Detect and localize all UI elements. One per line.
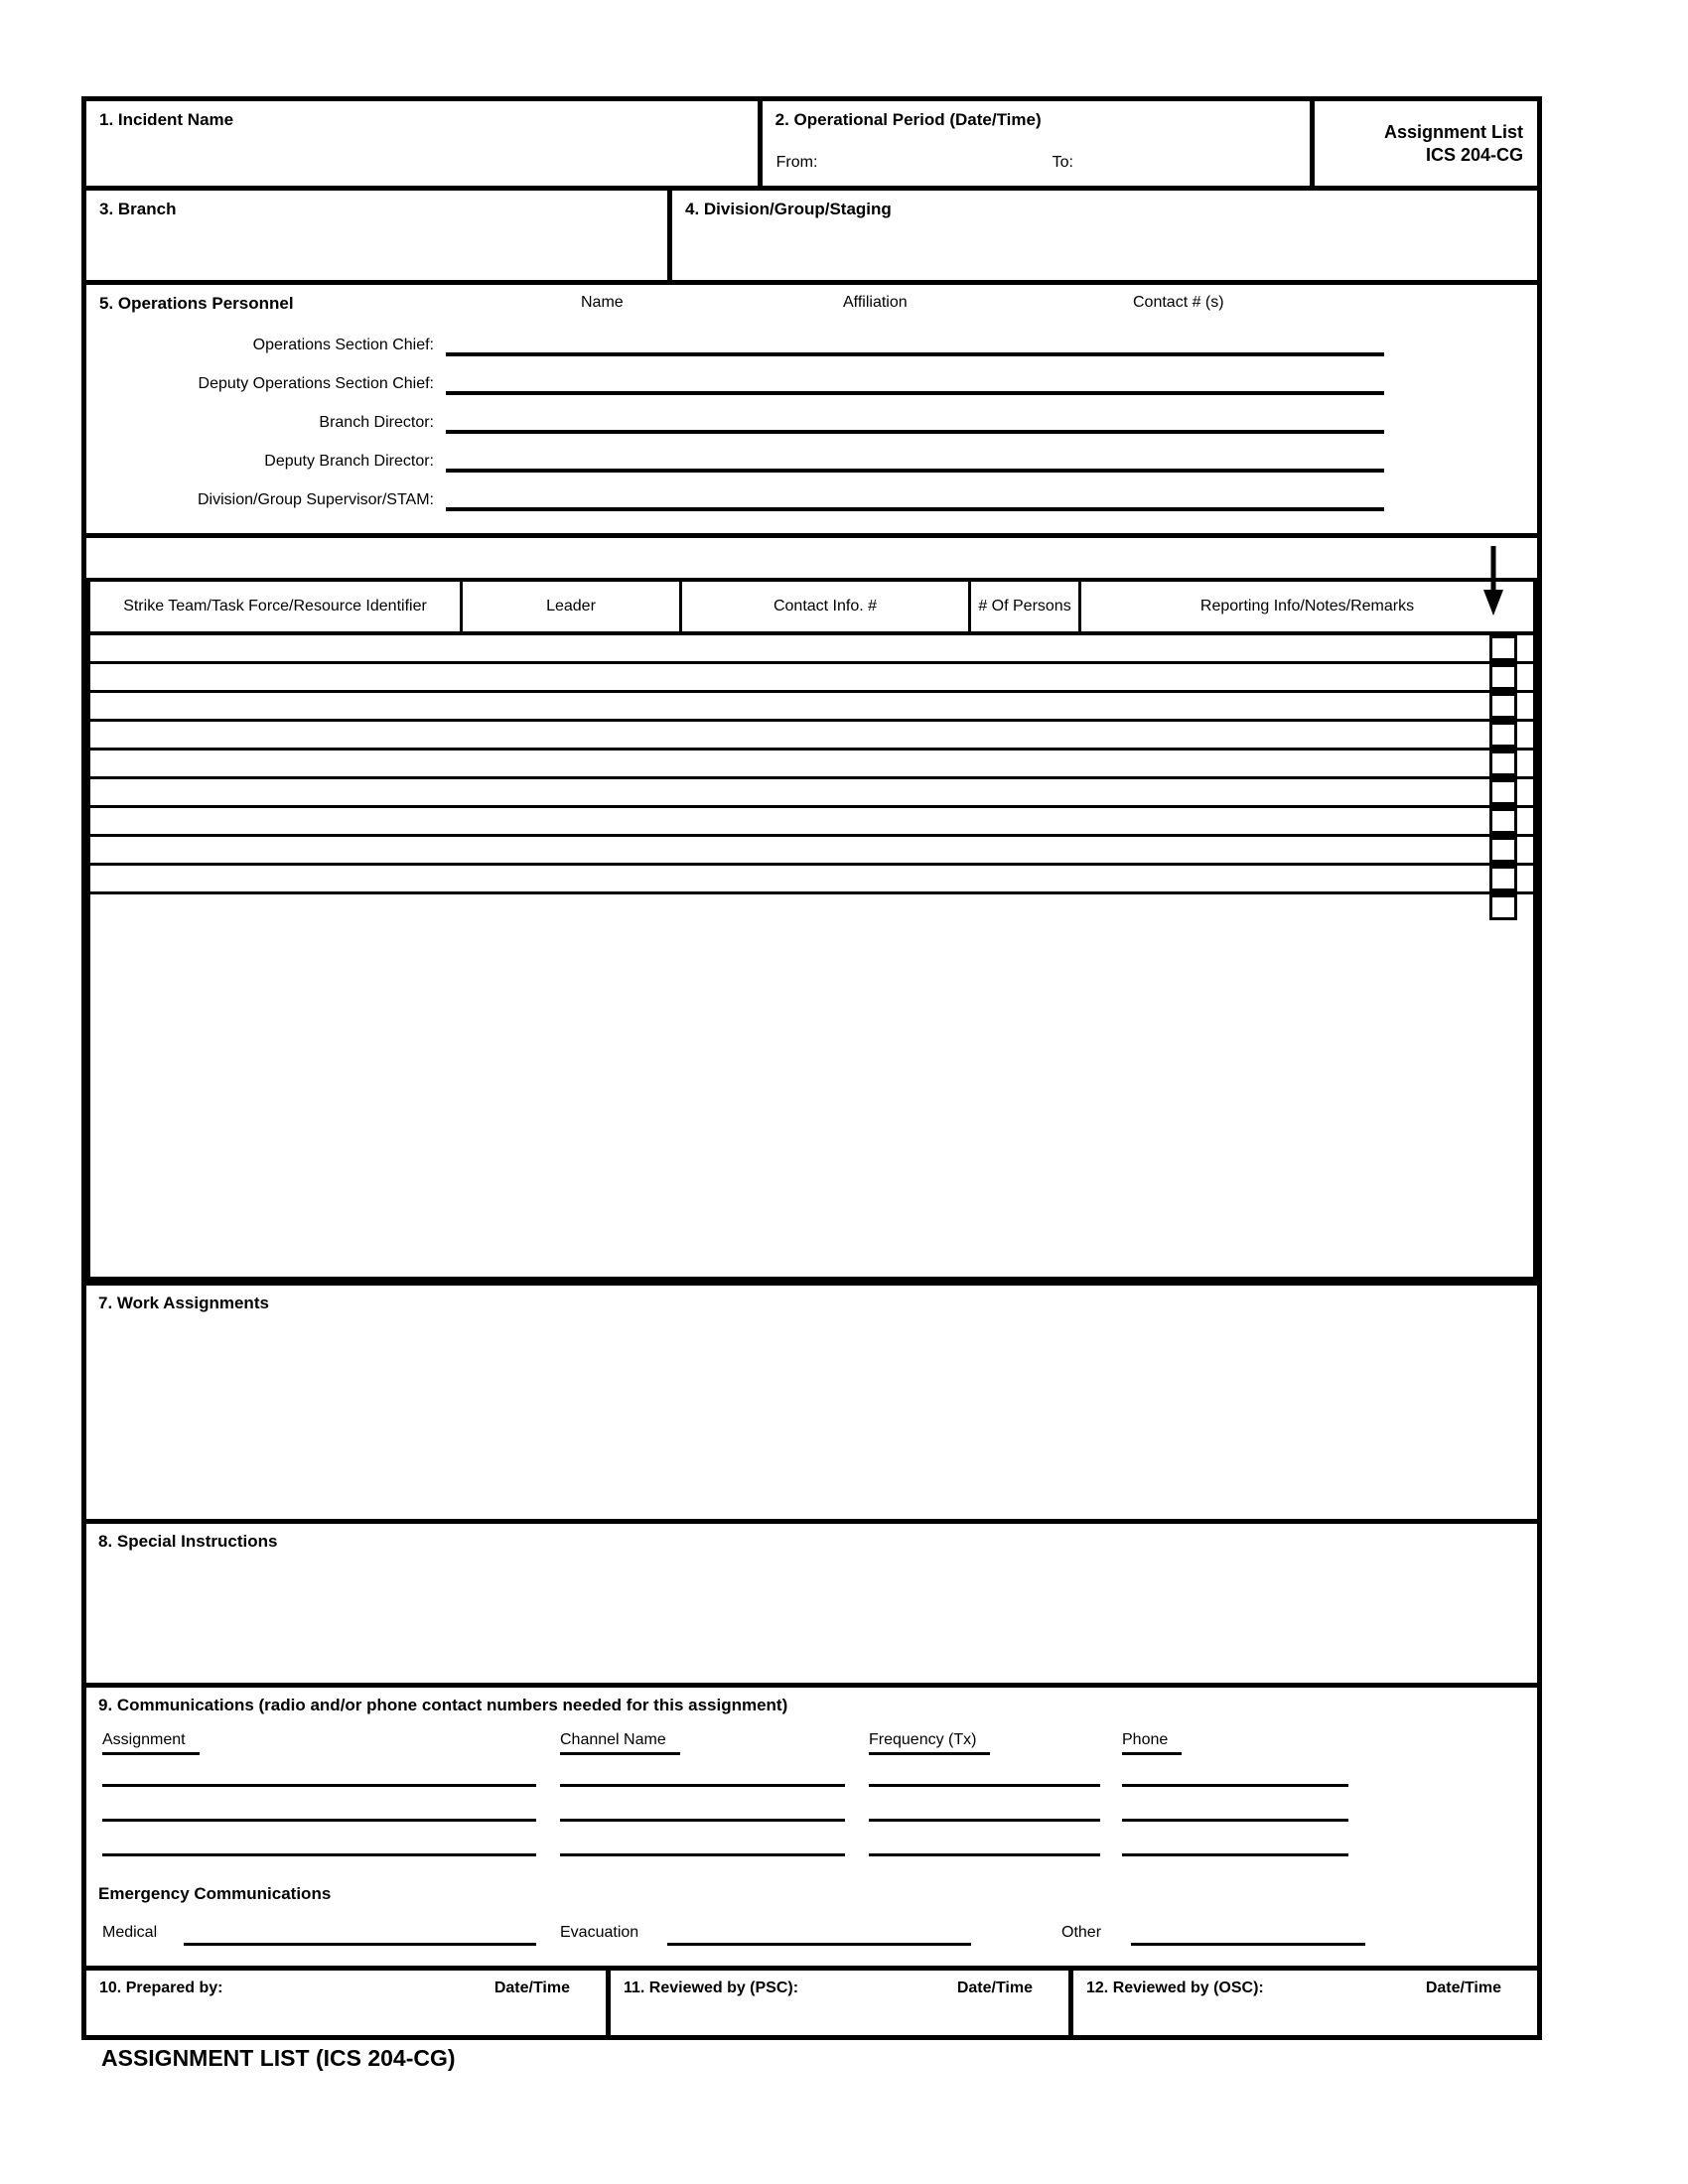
comm-frequency-line[interactable] (869, 1853, 1100, 1856)
form-footer-title: ASSIGNMENT LIST (ICS 204-CG) (101, 2045, 456, 2071)
branch-field[interactable] (86, 191, 672, 280)
ops-row-label: Branch Director: (319, 414, 434, 431)
other-fill-line[interactable] (1131, 1926, 1365, 1946)
ops-row-fill-line[interactable] (446, 335, 1384, 356)
emergency-communications-label: Emergency Communications (98, 1884, 332, 1903)
table-row (90, 635, 1533, 664)
table-row (90, 866, 1533, 894)
ops-row-fill-line[interactable] (446, 412, 1384, 434)
incident-name-label: 1. Incident Name (99, 110, 234, 129)
evacuation-label: Evacuation (560, 1924, 639, 1941)
prepared-by-label: 10. Prepared by: (99, 1979, 223, 1996)
comm-phone-line[interactable] (1122, 1819, 1348, 1822)
division-group-staging-field[interactable] (672, 191, 1537, 280)
from-label: From: (775, 154, 818, 171)
table-row (90, 894, 1533, 920)
row-checkbox[interactable] (1489, 837, 1517, 863)
ops-row-fill-line[interactable] (446, 489, 1384, 511)
reviewed-by-psc-field[interactable] (611, 1971, 1073, 2035)
assignments-table (86, 578, 1537, 1281)
work-assignments-label: 7. Work Assignments (98, 1294, 269, 1312)
ops-row-fill-line[interactable] (446, 373, 1384, 395)
operational-period-field[interactable] (763, 101, 1315, 186)
checkbox-cell (1474, 894, 1533, 920)
table-row (90, 693, 1533, 722)
comm-channel-line[interactable] (560, 1853, 845, 1856)
medical-label: Medical (102, 1924, 158, 1941)
checkbox-cell (1474, 808, 1533, 834)
ops-row-deputy-section-chief (86, 373, 1537, 399)
header-row (81, 96, 1542, 191)
table-row (90, 722, 1533, 751)
reviewed-osc-label: 12. Reviewed by (OSC): (1086, 1979, 1264, 1996)
checkbox-cell (1474, 779, 1533, 805)
reviewed-by-osc-field[interactable] (1073, 1971, 1537, 2035)
checkbox-cell (1474, 635, 1533, 661)
column-header-num-persons: # Of Persons (971, 582, 1081, 631)
reviewed-psc-datetime-label: Date/Time (956, 1979, 1033, 1996)
division-label: 4. Division/Group/Staging (685, 200, 892, 218)
medical-fill-line[interactable] (184, 1926, 536, 1946)
row-checkbox[interactable] (1489, 664, 1517, 690)
row-checkbox[interactable] (1489, 779, 1517, 805)
column-header-reporting-info: Reporting Info/Notes/Remarks (1199, 597, 1415, 614)
column-header-identifier: Strike Team/Task Force/Resource Identifier (90, 582, 463, 631)
comm-frequency-line[interactable] (869, 1819, 1100, 1822)
row-checkbox[interactable] (1489, 635, 1517, 661)
table-row (90, 779, 1533, 808)
to-label: To: (1052, 154, 1073, 171)
ops-row-label: Operations Section Chief: (252, 337, 434, 353)
incident-name-field[interactable] (86, 101, 763, 186)
assignments-block (81, 533, 1542, 1286)
ops-row-section-chief (86, 335, 1537, 360)
comm-column-assignment: Assignment (102, 1731, 200, 1755)
operations-personnel-section (81, 280, 1542, 538)
table-row (90, 837, 1533, 866)
comm-assignment-line[interactable] (102, 1819, 536, 1822)
row-checkbox[interactable] (1489, 866, 1517, 891)
communications-section (81, 1683, 1542, 1971)
ops-row-branch-director (86, 412, 1537, 438)
work-assignments-section[interactable] (81, 1281, 1542, 1524)
row-checkbox[interactable] (1489, 808, 1517, 834)
ops-row-fill-line[interactable] (446, 451, 1384, 473)
other-label: Other (1061, 1924, 1102, 1941)
checkbox-cell (1474, 837, 1533, 863)
reviewed-osc-datetime-label: Date/Time (1425, 1979, 1501, 1996)
evacuation-fill-line[interactable] (667, 1926, 971, 1946)
branch-division-row (81, 186, 1542, 285)
checkbox-cell (1474, 751, 1533, 776)
ops-row-label: Deputy Branch Director: (264, 453, 434, 470)
comm-column-frequency: Frequency (Tx) (869, 1731, 990, 1755)
operational-period-label: 2. Operational Period (Date/Time) (774, 110, 1042, 129)
form-title-box (1315, 101, 1537, 186)
comm-column-phone: Phone (1122, 1731, 1182, 1755)
table-row (90, 664, 1533, 693)
form-title-line2: ICS 204-CG (1425, 144, 1523, 165)
special-instructions-label: 8. Special Instructions (98, 1532, 278, 1551)
ops-row-label: Deputy Operations Section Chief: (198, 375, 434, 392)
column-header-leader: Leader (463, 582, 682, 631)
assignments-table-body (90, 635, 1533, 920)
spacer-band (86, 538, 1537, 578)
checkbox-cell (1474, 693, 1533, 719)
comm-phone-line[interactable] (1122, 1853, 1348, 1856)
ops-row-division-supervisor (86, 489, 1537, 515)
communications-label: 9. Communications (radio and/or phone contact numbers needed for this assignment) (98, 1696, 788, 1714)
ops-row-label: Division/Group Supervisor/STAM: (198, 491, 434, 508)
ops-row-deputy-branch-director (86, 451, 1537, 477)
checkbox-cell (1474, 722, 1533, 748)
comm-column-channel-name: Channel Name (560, 1731, 680, 1755)
comm-phone-line[interactable] (1122, 1784, 1348, 1787)
row-checkbox[interactable] (1489, 751, 1517, 776)
comm-assignment-line[interactable] (102, 1784, 536, 1787)
column-header-contact-info: Contact Info. # (682, 582, 971, 631)
table-row (90, 751, 1533, 779)
form-title-line1: Assignment List (1383, 122, 1523, 142)
comm-frequency-line[interactable] (869, 1784, 1100, 1787)
row-checkbox[interactable] (1489, 693, 1517, 719)
branch-label: 3. Branch (99, 200, 177, 218)
ops-column-contact: Contact # (s) (1133, 294, 1224, 311)
comm-channel-line[interactable] (560, 1819, 845, 1822)
ops-column-name: Name (581, 294, 624, 311)
reviewed-psc-label: 11. Reviewed by (PSC): (624, 1979, 799, 1996)
assignments-table-header (90, 582, 1533, 635)
checkbox-cell (1474, 866, 1533, 891)
prepared-by-field[interactable] (86, 1971, 611, 2035)
comm-channel-line[interactable] (560, 1784, 845, 1787)
special-instructions-section[interactable] (81, 1519, 1542, 1688)
operations-personnel-label: 5. Operations Personnel (99, 294, 294, 313)
prepared-by-datetime-label: Date/Time (493, 1979, 570, 1996)
table-row (90, 808, 1533, 837)
row-checkbox[interactable] (1489, 722, 1517, 748)
row-checkbox[interactable] (1489, 894, 1517, 920)
comm-assignment-line[interactable] (102, 1853, 536, 1856)
checkbox-cell (1474, 664, 1533, 690)
signoff-row (81, 1966, 1542, 2040)
ops-column-affiliation: Affiliation (843, 294, 908, 311)
